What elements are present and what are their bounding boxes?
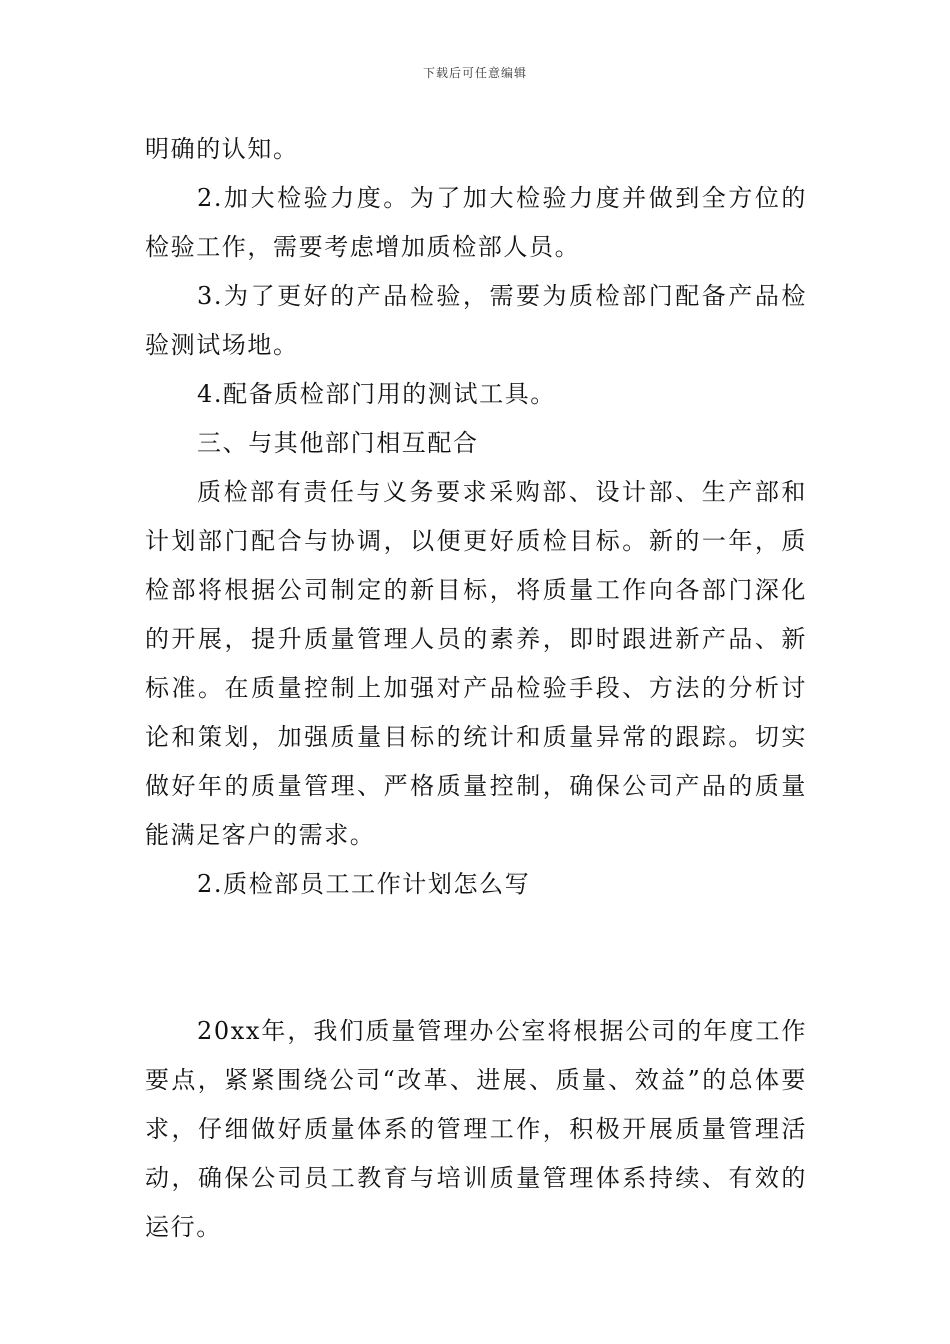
- paragraph-cooperation: 质检部有责任与义务要求采购部、设计部、生产部和计划部门配合与协调，以便更好质检目标。新的一年，质检部将根据公司制定的新目标，将质量工作向各部门深化的开展，提升质量管理人员的素养，即时跟进新产品、新标准。在质量控制上加强对产品检验手段、方法的分析讨论和策划，加强质量目标的统计和质量异常的跟踪。切实做好年的质量管理、严格质量控制，确保公司产品的质量能满足客户的需求。: [145, 478, 807, 849]
- page-header-note: 下载后可任意编辑: [422, 66, 527, 80]
- section-heading: 三、与其他部门相互配合: [197, 429, 479, 457]
- paragraph-annual-plan: 20xx年，我们质量管理办公室将根据公司的年度工作要点，紧紧围绕公司“改革、进展、质量、效益”的总体要求，仔细做好质量体系的管理工作，积极开展质量管理活动，确保公司员工教育与培训质量管理体系持续、有效的运行。: [145, 1017, 807, 1241]
- paragraph-item-3: 3.为了更好的产品检验，需要为质检部门配备产品检验测试场地。: [145, 282, 807, 359]
- subsection-heading: 2.质检部员工工作计划怎么写: [197, 870, 531, 898]
- paragraph-item-2: 2.加大检验力度。为了加大检验力度并做到全方位的检验工作，需要考虑增加质检部人员。: [145, 184, 807, 261]
- document-body: [145, 125, 807, 1252]
- paragraph-continuation: 明确的认知。: [145, 135, 299, 163]
- blank-spacer: [145, 909, 807, 1007]
- paragraph-item-4: 4.配备质检部门用的测试工具。: [197, 380, 556, 408]
